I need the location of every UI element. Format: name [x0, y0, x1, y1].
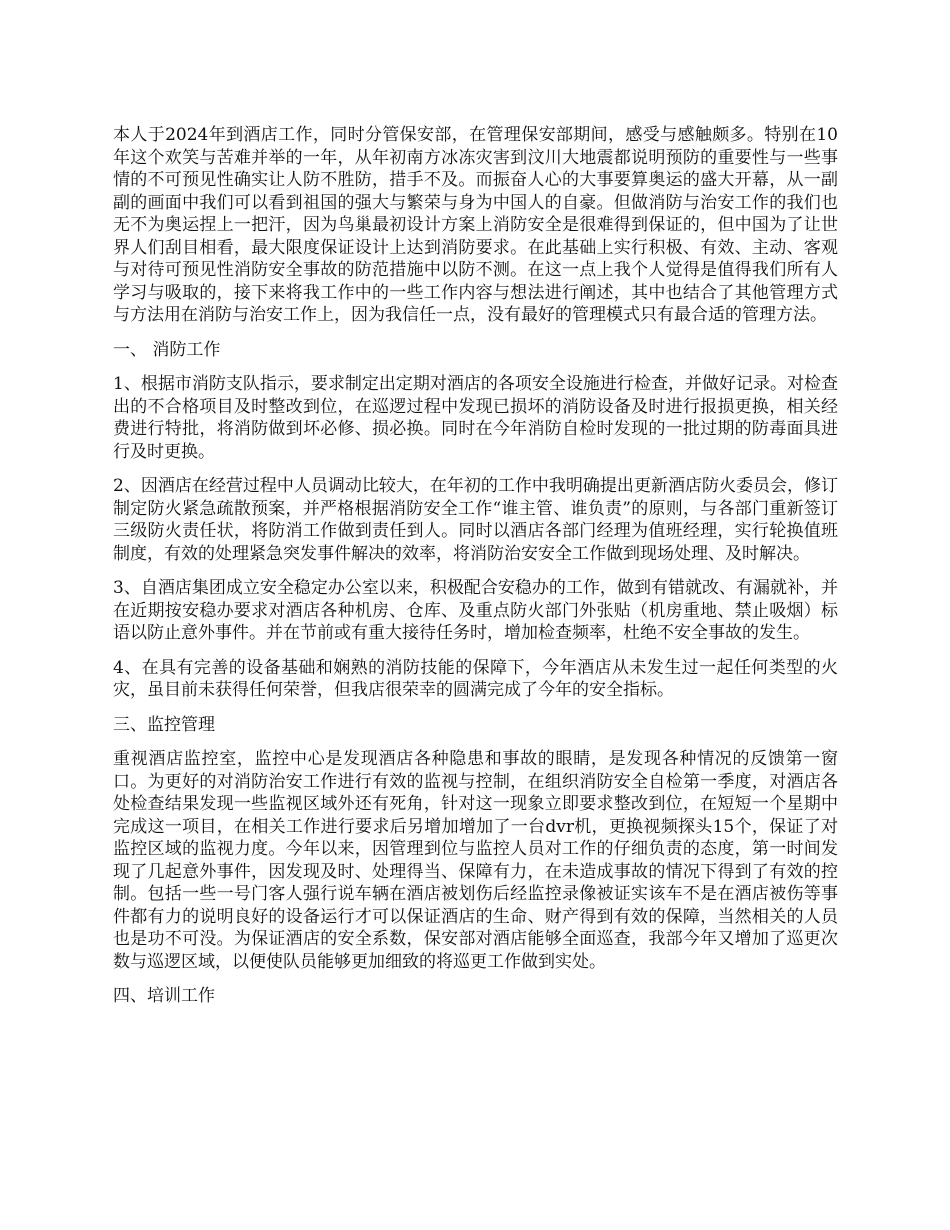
fire-safety-item-3: 3、自酒店集团成立安全稳定办公室以来，积极配合安稳办的工作，做到有错就改、有漏就补，并在近期按安稳办要求对酒店各种机房、仓库、及重点防火部门外张贴（机房重地、禁止吸烟）标语以防止意外事件。并在节前或有重大接待任务时，增加检查频率，杜绝不安全事故的发生。 [113, 578, 838, 643]
document-body [113, 124, 838, 1020]
section-heading-fire-safety: 一、 消防工作 [113, 339, 221, 360]
fire-safety-item-1: 1、根据市消防支队指示，要求制定出定期对酒店的各项安全设施进行检查，并做好记录。对检查出的不合格项目及时整改到位，在巡逻过程中发现已损坏的消防设备及时进行报损更换，相关经费进行特批，将消防做到坏必修、损必换。同时在今年消防自检时发现的一批过期的防毒面具进行及时更换。 [113, 374, 838, 462]
fire-safety-item-2: 2、因酒店在经营过程中人员调动比较大，在年初的工作中我明确提出更新酒店防火委员会，修订制定防火紧急疏散预案，并严格根据消防安全工作“谁主管、谁负责”的原则，与各部门重新签订三级防火责任状，将防消工作做到责任到人。同时以酒店各部门经理为值班经理，实行轮换值班制度，有效的处理紧急突发事件解决的效率，将消防治安安全工作做到现场处理、及时解决。 [113, 476, 838, 564]
fire-safety-item-4: 4、在具有完善的设备基础和娴熟的消防技能的保障下，今年酒店从未发生过一起任何类型的火灾，虽目前未获得任何荣誉，但我店很荣幸的圆满完成了今年的安全指标。 [113, 657, 838, 700]
monitoring-paragraph: 重视酒店监控室，监控中心是发现酒店各种隐患和事故的眼睛，是发现各种情况的反馈第一窗口。为更好的对消防治安工作进行有效的监视与控制，在组织消防安全自检第一季度，对酒店各处检查结果发现一些监视区域外还有死角，针对这一现象立即要求整改到位，在短短一个星期中完成这一项目，在相关工作进行要求后另增加增加了一台dvr机，更换视频探头15个，保证了对监控区域的监视力度。今年以来，因管理到位与监控人员对工作的仔细负责的态度，第一时间发现了几起意外事件，因发现及时、处理得当、保障有力，在未造成事故的情况下得到了有效的控制。包括一些一号门客人强行说车辆在酒店被划伤后经监控录像被证实该车不是在酒店被伤等事件都有力的说明良好的设备运行才可以保证酒店的生命、财产得到有效的保障，当然相关的人员也是功不可没。为保证酒店的安全系数，保安部对酒店能够全面巡查，我部今年又增加了巡更次数与巡逻区域，以便使队员能够更加细致的将巡更工作做到实处。 [113, 749, 838, 972]
section-heading-monitoring: 三、监控管理 [113, 714, 215, 735]
intro-paragraph: 本人于2024年到酒店工作，同时分管保安部，在管理保安部期间，感受与感触颇多。特别在10年这个欢笑与苦难并举的一年，从年初南方冰冻灾害到汶川大地震都说明预防的重要性与一些事情的不可预见性确实让人防不胜防，措手不及。而振奋人心的大事要算奥运的盛大开幕，从一副副的画面中我们可以看到祖国的强大与繁荣与身为中国人的自豪。但做消防与治安工作的我们也无不为奥运捏上一把汗，因为鸟巢最初设计方案上消防安全是很难得到保证的，但中国为了让世界人们刮目相看，最大限度保证设计上达到消防要求。在此基础上实行积极、有效、主动、客观与对待可预见性消防安全事故的防范措施中以防不测。在这一点上我个人觉得是值得我们所有人学习与吸取的，接下来将我工作中的一些工作内容与想法进行阐述，其中也结合了其他管理方式与方法用在消防与治安工作上，因为我信任一点，没有最好的管理模式只有最合适的管理方法。 [113, 125, 838, 325]
section-heading-training: 四、培训工作 [113, 986, 215, 1006]
